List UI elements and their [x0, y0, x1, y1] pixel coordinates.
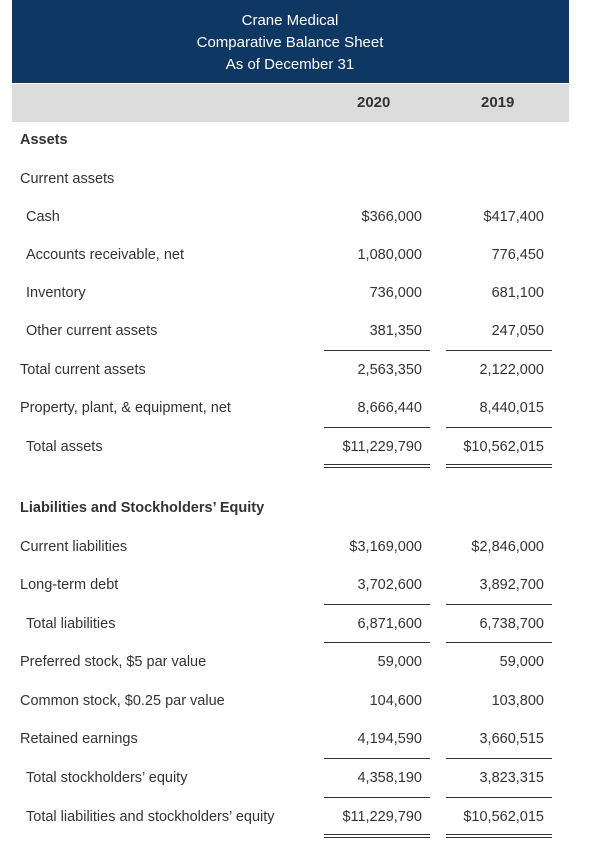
section-label: Assets [20, 132, 68, 148]
row-common-stock [0, 693, 612, 713]
double-underline [324, 467, 430, 468]
value-2019: 681,100 [491, 285, 544, 301]
subsection-label: Current assets [20, 171, 115, 187]
value-2020: 59,000 [377, 654, 422, 670]
underline [324, 350, 430, 351]
double-underline [446, 834, 552, 835]
value-2020: 381,350 [369, 323, 422, 339]
value-2019: $10,562,015 [463, 439, 544, 455]
underline [446, 427, 552, 428]
underline [446, 350, 552, 351]
double-underline [324, 464, 430, 465]
row-current-liabilities [0, 539, 612, 559]
row-long-term-debt [0, 577, 612, 597]
value-2020: 104,600 [369, 693, 422, 709]
value-2020: 736,000 [369, 285, 422, 301]
value-2020: $366,000 [361, 209, 422, 225]
row-ppe [0, 400, 612, 420]
row-label: Common stock, $0.25 par value [20, 693, 225, 709]
row-total-assets [0, 439, 612, 459]
double-underline [446, 464, 552, 465]
column-header-2019: 2019 [481, 94, 515, 111]
row-cash [0, 209, 612, 229]
value-2019: 247,050 [491, 323, 544, 339]
row-label: Long-term debt [20, 577, 119, 593]
column-header-2020: 2020 [357, 94, 391, 111]
row-accounts-receivable [0, 247, 612, 267]
underline [324, 642, 430, 643]
company-name: Crane Medical [241, 12, 339, 29]
row-preferred-stock [0, 654, 612, 674]
value-2020: 3,702,600 [357, 577, 422, 593]
value-2019: 59,000 [499, 654, 544, 670]
value-2020: 2,563,350 [357, 362, 422, 378]
section-assets [0, 132, 612, 152]
row-label: Preferred stock, $5 par value [20, 654, 207, 670]
underline [446, 758, 552, 759]
statement-title: Comparative Balance Sheet [196, 34, 384, 51]
value-2019: 6,738,700 [479, 616, 544, 632]
statement-header [12, 0, 569, 83]
value-2019: 3,823,315 [479, 770, 544, 786]
value-2019: 2,122,000 [479, 362, 544, 378]
value-2019: 103,800 [491, 693, 544, 709]
subsection-current-assets [0, 171, 612, 191]
section-liabilities-equity [0, 500, 612, 520]
value-2020: $11,229,790 [342, 809, 422, 825]
value-2020: $3,169,000 [349, 539, 422, 555]
value-2020: 8,666,440 [357, 400, 422, 416]
row-total-current-assets [0, 362, 612, 382]
row-other-current-assets [0, 323, 612, 343]
value-2019: $417,400 [483, 209, 544, 225]
value-2020: 4,194,590 [357, 731, 422, 747]
row-label: Cash [26, 209, 60, 225]
value-2020: 4,358,190 [357, 770, 422, 786]
row-label: Total stockholders’ equity [26, 770, 188, 786]
underline [446, 642, 552, 643]
value-2020: 1,080,000 [357, 247, 422, 263]
underline [446, 797, 552, 798]
row-inventory [0, 285, 612, 305]
section-label: Liabilities and Stockholders’ Equity [20, 500, 265, 516]
double-underline [324, 834, 430, 835]
underline [324, 758, 430, 759]
row-label: Total liabilities and stockholders’ equity [26, 809, 275, 825]
row-label: Other current assets [26, 323, 158, 339]
double-underline [446, 837, 552, 838]
double-underline [446, 467, 552, 468]
row-label: Total assets [26, 439, 103, 455]
value-2019: 3,892,700 [479, 577, 544, 593]
value-2019: $2,846,000 [471, 539, 544, 555]
row-label: Accounts receivable, net [26, 247, 184, 263]
row-retained-earnings [0, 731, 612, 751]
value-2020: $11,229,790 [342, 439, 422, 455]
row-total-stockholders-equity [0, 770, 612, 790]
value-2019: 8,440,015 [479, 400, 544, 416]
value-2019: 776,450 [491, 247, 544, 263]
value-2019: $10,562,015 [463, 809, 544, 825]
row-total-liabilities [0, 616, 612, 636]
row-total-liabilities-and-equity [0, 809, 612, 829]
row-label: Retained earnings [20, 731, 138, 747]
underline [324, 427, 430, 428]
value-2020: 6,871,600 [357, 616, 422, 632]
value-2019: 3,660,515 [479, 731, 544, 747]
double-underline [324, 837, 430, 838]
row-label: Property, plant, & equipment, net [20, 400, 231, 416]
underline [446, 604, 552, 605]
row-label: Total liabilities [26, 616, 116, 632]
row-label: Total current assets [20, 362, 146, 378]
column-header-bar [12, 84, 569, 122]
row-label: Current liabilities [20, 539, 128, 555]
underline [324, 604, 430, 605]
row-label: Inventory [26, 285, 86, 301]
underline [324, 797, 430, 798]
statement-date: As of December 31 [225, 56, 355, 73]
